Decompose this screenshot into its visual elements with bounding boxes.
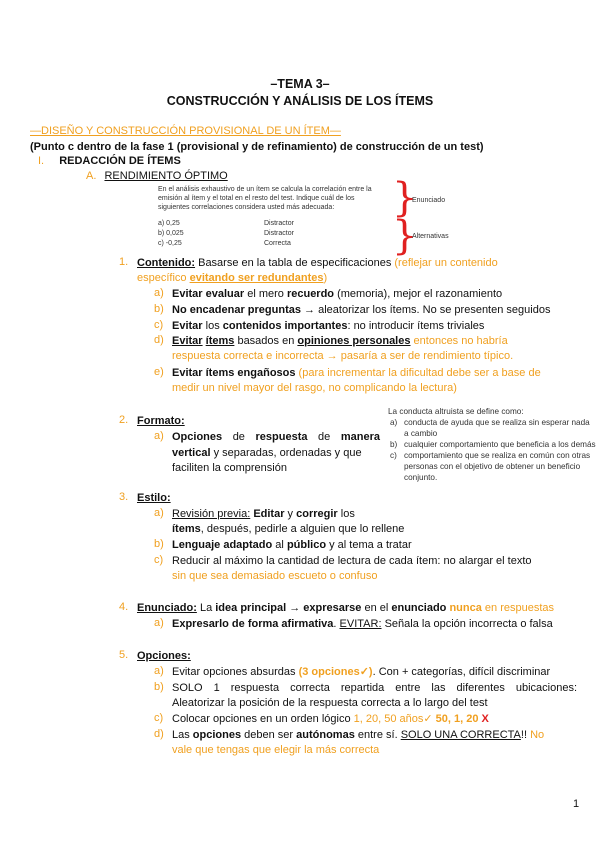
altruism-option-a: a) conducta de ayuda que se realiza sin esperar nada a cambio [390,418,590,438]
roman-title: REDACCIÓN DE ÍTEMS [59,155,181,167]
brace-alternativas-icon: } [392,213,418,259]
alternativas-label: Alternativas [412,233,449,240]
item-3-number: 3. [119,491,129,503]
item-1e-letter: e) [154,366,164,378]
item-5a-letter: a) [154,665,164,677]
brace-enunciado-icon: } [392,175,418,221]
item-5d-letter: d) [154,728,164,740]
item-1b-text: No encadenar preguntas → aleatorizar los ítems. No se presenten seguidos [172,304,551,316]
item-1-number: 1. [119,256,129,268]
item-3-title: Estilo: [137,492,171,504]
section-note: (Punto c dentro de la fase 1 (provisional y de refinamiento) de construcción de un test) [30,141,484,153]
example-question-2: emisión al ítem y el total en el resto del test. Indique cuál de los [158,195,355,202]
item-1c-text: Evitar los contenidos importantes: no introducir ítems triviales [172,320,485,332]
item-3b-text: Lenguaje adaptado al público y al tema a tratar [172,539,412,551]
example-question-3: siguientes correlaciones considera usted más adecuada: [158,204,335,211]
example-tag-c: Correcta [264,240,291,247]
item-2a-line3: faciliten la comprensión [172,462,287,474]
item-3b-letter: b) [154,538,164,550]
subheading-a-letter: A. [86,170,97,182]
item-3c-letter: c) [154,554,164,566]
item-4-text: Enunciado: La idea principal → expresarse en el enunciado nunca en respuestas [137,602,554,614]
item-4a-text: Expresarlo de forma afirmativa. EVITAR: Señala la opción incorrecta o falsa [172,618,553,630]
item-1e-text: Evitar ítems engañosos (para incrementar la dificultad debe ser a base de [172,367,541,379]
item-1d-line2: respuesta correcta e incorrecta → pasaría a ser de rendimiento típico. [172,350,514,362]
item-5d-line2: vale que tengas que elegir la más correcta [172,744,380,756]
item-5b-line2: Aleatorizar la posición de la respuesta correcta a lo largo del test [172,697,488,709]
item-5b-letter: b) [154,681,164,693]
item-5-number: 5. [119,649,129,661]
item-1-title: Contenido: [137,257,196,269]
item-1-contenido: Contenido: Basarse en la tabla de especificaciones (reflejar un contenido [137,257,498,269]
item-1a-text: Evitar evaluar el mero recuerdo (memoria), mejor el razonamiento [172,288,503,300]
item-2-number: 2. [119,414,129,426]
tema-title: –TEMA 3– [270,77,330,91]
item-5a-text: Evitar opciones absurdas (3 opciones✓). Con + categorías, difícil discriminar [172,666,551,678]
item-3c-line2: sin que sea demasiado escueto o confuso [172,570,378,582]
item-4-number: 4. [119,601,129,613]
item-1c-letter: c) [154,319,164,331]
roman-heading [38,154,181,169]
item-5c-text: Colocar opciones en un orden lógico 1, 20, 50 años✓ 50, 1, 20 X [172,713,489,725]
altruism-option-c: c) comportamiento que se realiza en común con otras personas con el objetivo de obtener un beneficio conjunto. [390,451,591,482]
item-1e-line2: medir un nivel mayor del rasgo, no complicando la lectura) [172,382,457,394]
item-2a-text: Opciones de respuesta de manera vertical y separadas, ordenadas y que [172,431,380,459]
example-tag-b: Distractor [264,230,294,237]
section-heading: —DISEÑO Y CONSTRUCCIÓN PROVISIONAL DE UN ÍTEM— [30,125,341,137]
item-4a-letter: a) [154,617,164,629]
item-3a-letter: a) [154,507,164,519]
item-1d-letter: d) [154,334,164,346]
enunciado-label: Enunciado [412,197,446,204]
item-3a-line2: ítems, después, pedirle a alguien que lo rellene [172,523,405,535]
altruism-option-b: b) cualquier comportamiento que beneficia a los demás [390,440,596,449]
page-number: 1 [573,798,580,810]
roman-number: I. [38,155,45,167]
altruism-example [388,406,596,483]
item-2a-letter: a) [154,430,164,442]
example-item-image [158,185,398,251]
item-1d-text: Evitar ítems basados en opiniones personales entonces no habría [172,335,508,347]
subheading-a-title: RENDIMIENTO ÓPTIMO [104,170,228,182]
item-5-title: Opciones: [137,650,191,662]
example-question-1: En el análisis exhaustivo de un ítem se calcula la correlación entre la [158,186,372,193]
item-5d-text: Las opciones deben ser autónomas entre sí. SOLO UNA CORRECTA!! No [172,729,545,741]
page-title: CONSTRUCCIÓN Y ANÁLISIS DE LOS ÍTEMS [166,94,434,108]
item-1-line2: específico evitando ser redundantes) [137,272,328,284]
example-option-c: c) -0,25 [158,240,182,247]
item-3a-text: Revisión previa: Editar y corregir los [172,508,355,520]
item-5c-letter: c) [154,712,164,724]
item-5b-text: SOLO 1 respuesta correcta repartida entre las diferentes ubicaciones: [172,682,577,694]
altruism-title: La conducta altruista se define como: [388,407,524,416]
item-1b-letter: b) [154,303,164,315]
item-1a-letter: a) [154,287,164,299]
example-option-b: b) 0,025 [158,230,184,237]
subheading-a [86,169,228,184]
item-2-title: Formato: [137,415,185,427]
item-3c-text: Reducir al máximo la cantidad de lectura de cada ítem: no alargar el texto [172,555,532,567]
example-tag-a: Distractor [264,220,294,227]
example-option-a: a) 0,25 [158,220,180,227]
